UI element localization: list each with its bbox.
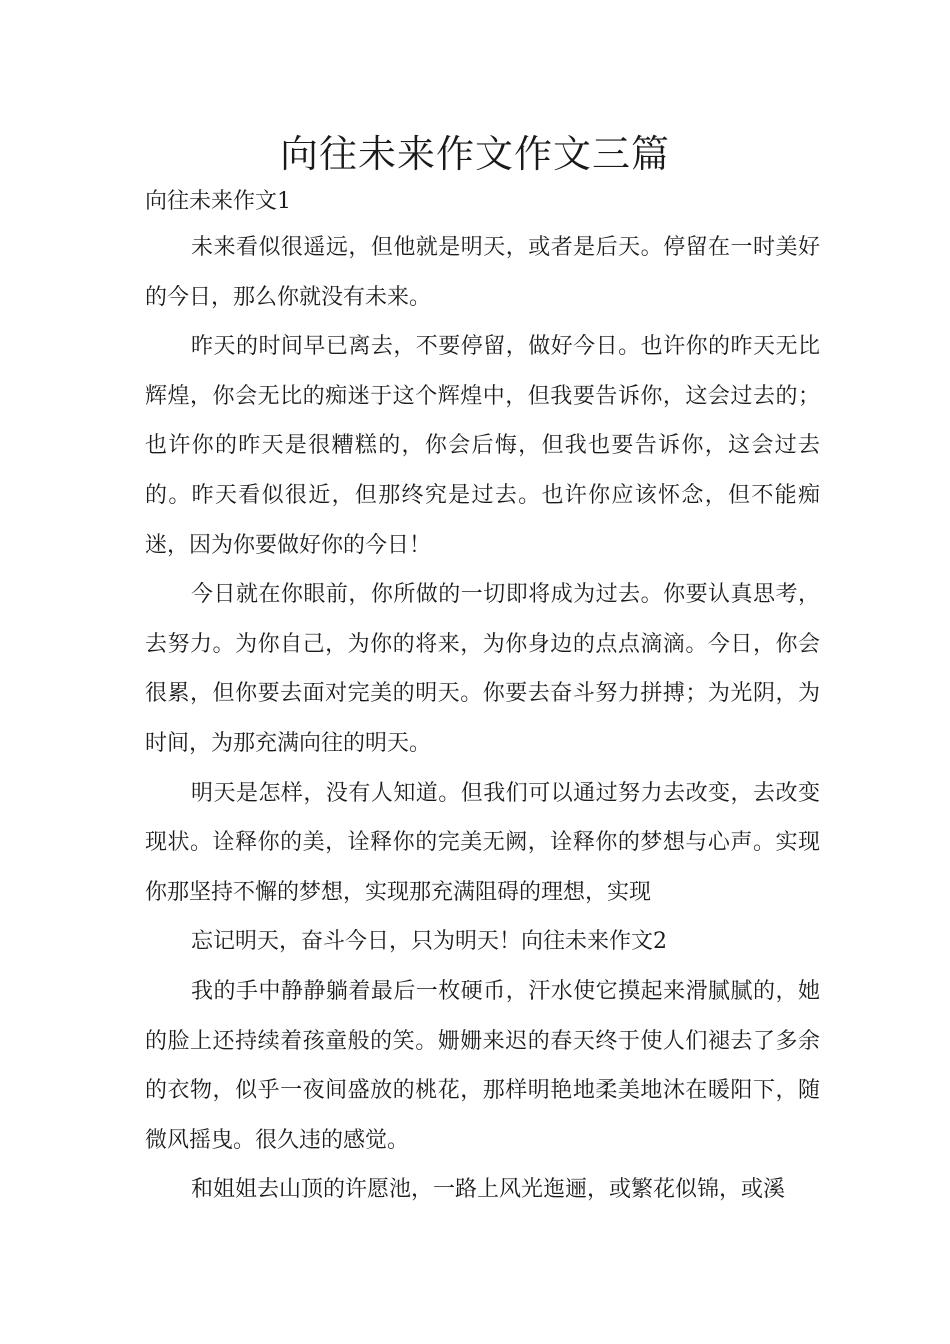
- paragraph: 我的手中静静躺着最后一枚硬币，汗水使它摸起来滑腻腻的，她的脸上还持续着孩童般的笑。姗姗来迟的春天终于使人们褪去了多余的衣物，似乎一夜间盛放的桃花，那样明艳地柔美地沐在暖阳下，随微风摇曳。很久违的感觉。: [145, 978, 820, 1153]
- paragraph: 和姐姐去山顶的许愿池，一路上风光迤逦，或繁花似锦，或溪: [191, 1177, 786, 1203]
- section-heading: 向往未来作文1: [145, 189, 291, 214]
- paragraph: 昨天的时间早已离去，不要停留，做好今日。也许你的昨天无比辉煌，你会无比的痴迷于这个辉煌中，但我要告诉你，这会过去的；也许你的昨天是很糟糕的，你会后悔，但我也要告诉你，这会过去的。昨天看似很近，但那终究是过去。也许你应该怀念，但不能痴迷，因为你要做好你的今日！: [145, 334, 820, 558]
- document-body: [145, 182, 820, 1215]
- paragraph: 明天是怎样，没有人知道。但我们可以通过努力去改变，去改变现状。诠释你的美，诠释你的完美无阙，诠释你的梦想与心声。实现你那坚持不懈的梦想，实现那充满阻碍的理想，实现: [145, 780, 820, 905]
- paragraph: 今日就在你眼前，你所做的一切即将成为过去。你要认真思考，去努力。为你自己，为你的将来，为你身边的点点滴滴。今日，你会很累，但你要去面对完美的明天。你要去奋斗努力拼搏；为光阴，为时间，为那充满向往的明天。: [145, 582, 820, 756]
- document-title: 向往未来作文作文三篇: [279, 132, 670, 176]
- paragraph: 忘记明天，奋斗今日，只为明天！向往未来作文2: [191, 929, 667, 955]
- paragraph: 未来看似很遥远，但他就是明天，或者是后天。停留在一时美好的今日，那么你就没有未来。: [145, 235, 820, 310]
